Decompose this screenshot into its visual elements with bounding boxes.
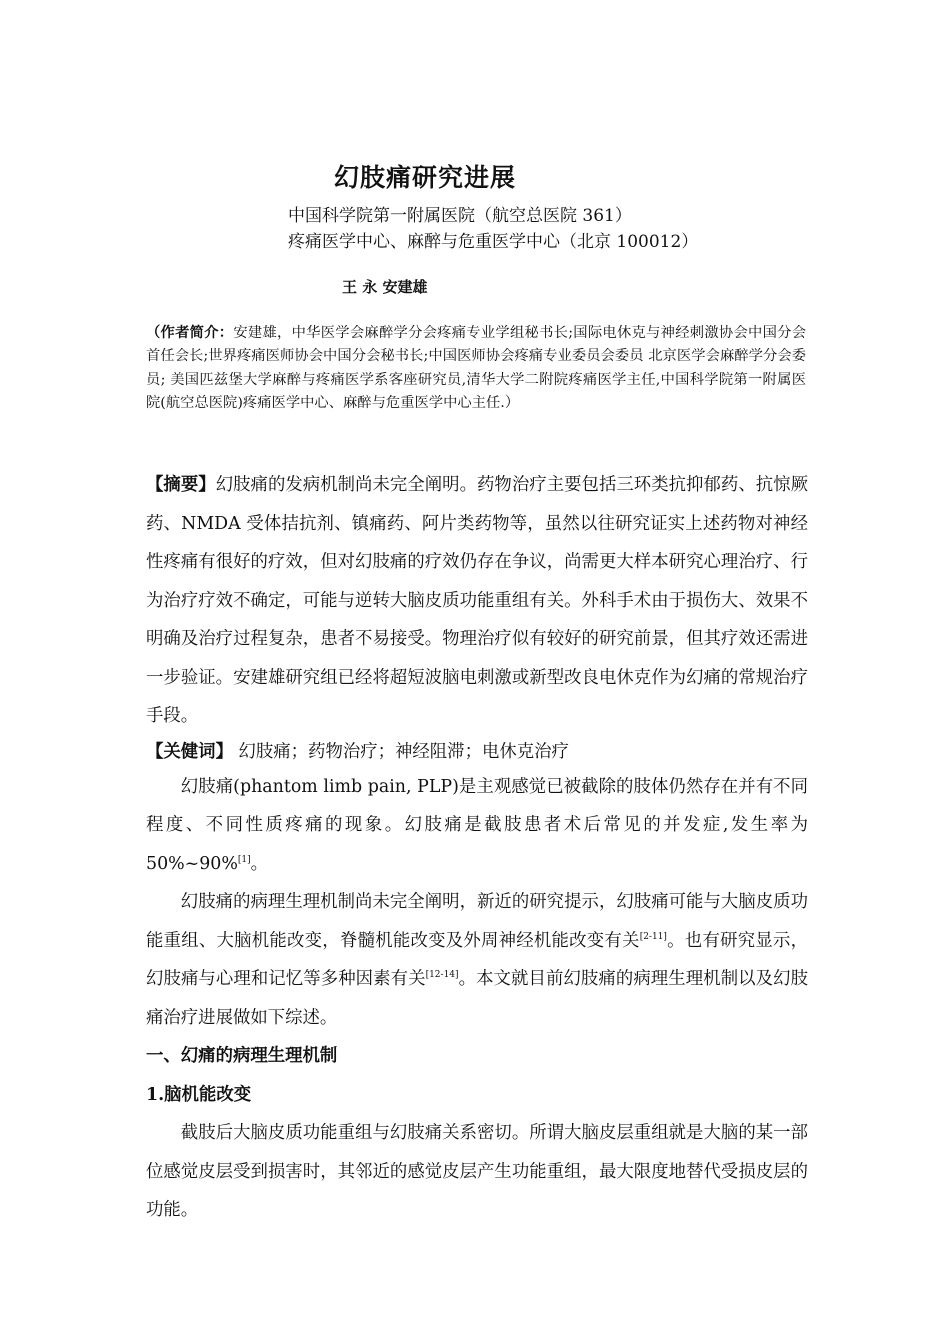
keywords-label: 【关健词】 [146,741,233,762]
author-bio [146,322,806,416]
subsection-heading: 1.脑机能改变 [146,1084,252,1105]
citation-ref: [1] [237,854,251,865]
citation-ref: [2-11] [639,931,667,942]
keywords-text: 幻肢痛；药物治疗；神经阻滞；电休克治疗 [232,741,569,762]
p1-text-b: 。 [250,853,269,874]
author-bio-text: 安建雄，中华医学会麻醉学分会疼痛专业学组秘书长;国际电休克与神经刺激协会中国分会首任会长;世界疼痛医师协会中国分会秘书长;中国医师协会疼痛专业委员会委员 北京医学会麻醉学分会委员; 美国匹兹堡大学麻醉与疼痛医学系客座研究员,清华大学二附院疼痛医学主任,中国科学院第一附属医院(航空总医院)疼痛医学中心、麻醉与危重医学中心主任.） [146,325,806,412]
affiliation-line-2: 疼痛医学中心、麻醉与危重医学中心（北京 100012） [288,232,699,252]
body-paragraph-2 [146,883,808,1037]
abstract-text: 幻肢痛的发病机制尚未完全阐明。药物治疗主要包括三环类抗抑郁药、抗惊厥药、NMDA 受体拮抗剂、镇痛药、阿片类药物等，虽然以往研究证实上述药物对神经性疼痛有很好的疗效，但对幻肢痛的疗效仍存在争议，尚需更大样本研究心理治疗、行为治疗疗效不确定，可能与逆转大脑皮质功能重组有关。外科手术由于损伤大、效果不明确及治疗过程复杂，患者不易接受。物理治疗似有较好的研究前景，但其疗效还需进一步验证。安建雄研究组已经将超短波脑电刺激或新型改良电休克作为幻痛的常规治疗手段。 [146,475,808,726]
body-paragraph-3: 截肢后大脑皮质功能重组与幻肢痛关系密切。所谓大脑皮层重组就是大脑的某一部位感觉皮层受到损害时，其邻近的感觉皮层产生功能重组，最大限度地替代受损皮层的功能。 [146,1123,808,1220]
main-body [146,466,808,1230]
p2-text-c: 。本文就目前幻肢痛的病理生理机制以及幻肢痛治疗进展做如下综述。 [146,969,808,1028]
body-paragraph-1 [146,768,808,884]
paper-title: 幻肢痛研究进展 [334,163,517,192]
abstract-paragraph [146,466,808,736]
affiliation-line-1: 中国科学院第一附属医院（航空总医院 361） [288,206,632,226]
p2-text-a: 幻肢痛的病理生理机制尚未完全阐明，新近的研究提示，幻肢痛可能与大脑皮质功能重组、大脑机能改变，脊髓机能改变及外周神经机能改变有关 [146,892,808,951]
abstract-label: 【摘要】 [146,475,216,495]
p1-text-a: 幻肢痛(phantom limb pain, PLP)是主观感觉已被截除的肢体仍然存在并有不同程度、不同性质疼痛的现象。幻肢痛是截肢患者术后常见的并发症,发生率为 50%~90% [146,776,808,874]
keywords-paragraph [146,736,808,768]
section-heading: 一、幻痛的病理生理机制 [146,1046,338,1066]
p2-text-b: 。也有研究显示，幻肢痛与心理和记忆等多种因素有关 [146,930,808,989]
authors: 王 永 安建雄 [342,278,428,296]
author-bio-label: （作者简介： [146,325,234,341]
citation-ref: [12-14] [425,970,459,980]
